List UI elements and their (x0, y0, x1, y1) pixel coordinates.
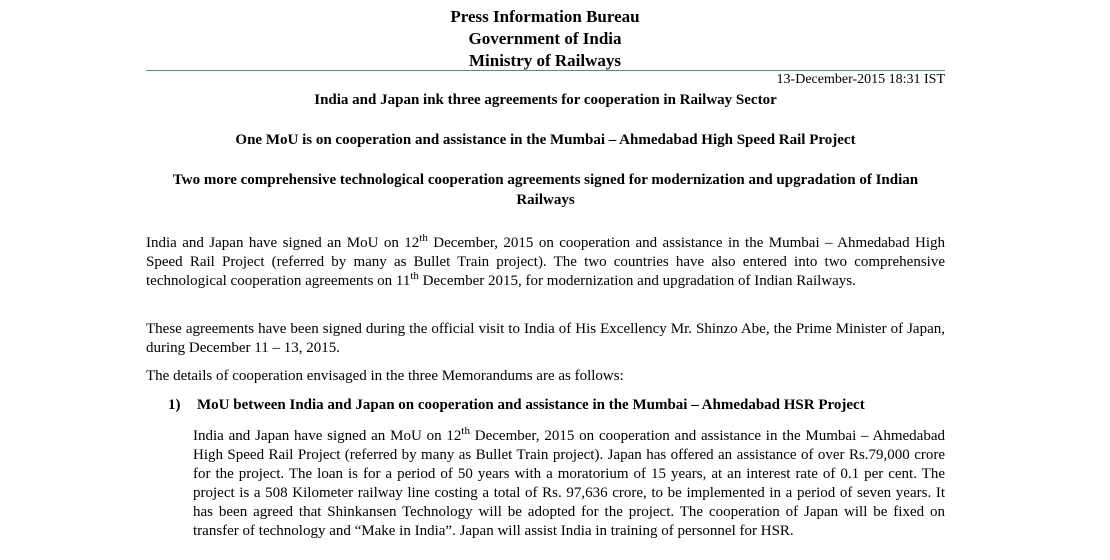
header-bureau: Press Information Bureau (450, 7, 640, 26)
letterhead (0, 6, 1090, 72)
ordinal-suffix: th (419, 232, 428, 244)
ordinal-suffix: th (461, 425, 470, 437)
release-title: India and Japan ink three agreements for cooperation in Railway Sector (314, 92, 777, 108)
item-1-heading (168, 395, 945, 415)
ordinal-suffix: th (410, 270, 419, 282)
details-paragraph: The details of cooperation envisaged in the three Memorandums are as follows: (146, 368, 624, 384)
dateline: 13-December-2015 18:31 IST (776, 72, 945, 87)
release-subtitle-2: Two more comprehensive technological cooperation agreements signed for modernization and upgradation of Indian Railways (172, 172, 919, 208)
item-heading-text: MoU between India and Japan on cooperation and assistance in the Mumbai – Ahmedabad HSR Project (197, 397, 865, 413)
release-subtitle-1: One MoU is on cooperation and assistance in the Mumbai – Ahmedabad High Speed Rail Project (235, 132, 856, 148)
visit-paragraph: These agreements have been signed during the official visit to India of His Excellency Mr. Shinzo Abe, the Prime Minister of Japan, during December 11 – 13, 2015. (146, 321, 945, 356)
item-body-text-2: December, 2015 on cooperation and assistance in the Mumbai – Ahmedabad High Speed Rail Project (referred by many as Bullet Train project). Japan has offered an assistance of over Rs.79,000 crore for the project. The loan is for a period of 50 years with a moratorium of 15 years, at an interest rate of 0.1 per cent. The project is a 508 Kilometer railway line costing a total of Rs. 97,636 crore, to be implemented in a period of seven years. It has been agreed that Shinkansen Technology will be adopted for the project. The cooperation of Japan will be fixed on transfer of technology and “Make in India”. Japan will assist India in training of personnel for HSR. (193, 428, 946, 539)
header-government: Government of India (468, 29, 622, 48)
intro-text-2: December, 2015 on cooperation and assistance in the Mumbai – Ahmedabad High Speed Rail Project (referred by many as Bullet Train project). The two countries have also entered into two comprehensive technological cooperation agreements on 11 (146, 235, 945, 289)
item-1-body (193, 427, 945, 541)
header-ministry: Ministry of Railways (468, 51, 622, 70)
item-number: 1) (168, 397, 181, 413)
intro-text-1: India and Japan have signed an MoU on 12 (146, 235, 420, 251)
intro-paragraph (146, 234, 945, 291)
header-divider (146, 70, 945, 71)
intro-text-3: December 2015, for modernization and upgradation of Indian Railways. (418, 273, 856, 289)
item-body-text-1: India and Japan have signed an MoU on 12 (193, 428, 462, 444)
